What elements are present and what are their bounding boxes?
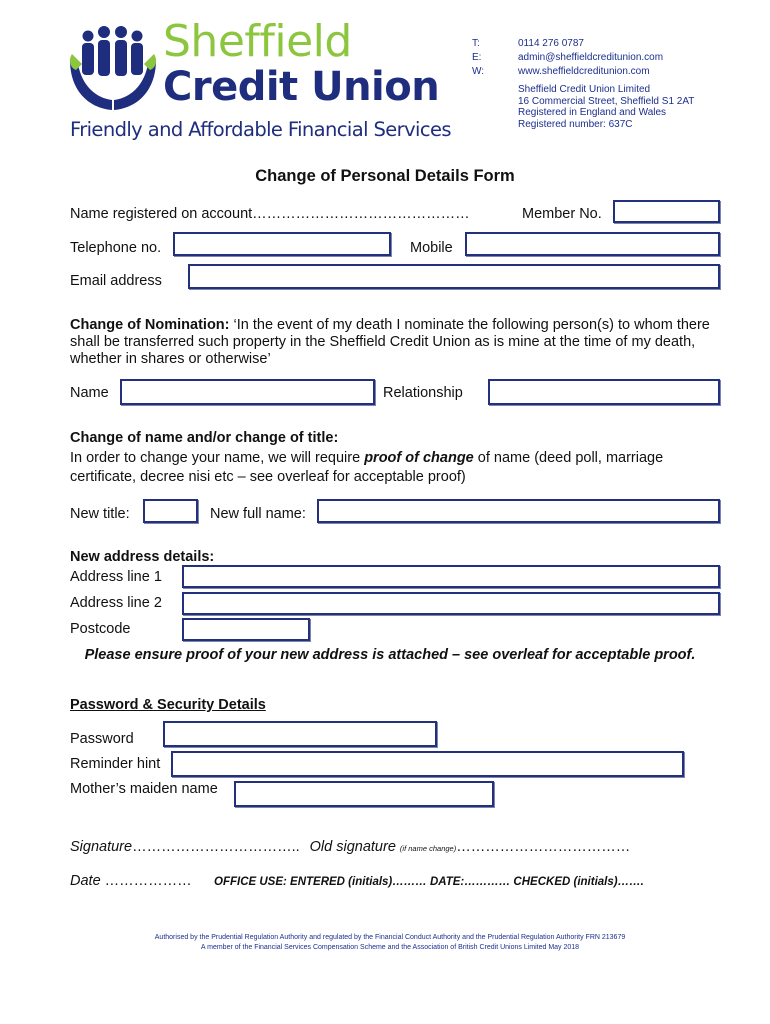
telephone-label: Telephone no.	[70, 240, 162, 256]
security-heading: Password & Security Details	[70, 697, 266, 713]
people-hands-icon	[68, 20, 158, 115]
name-change-heading: Change of name and/or change of title:	[70, 430, 339, 446]
date-line[interactable]: ………………	[104, 873, 192, 889]
phone-label: T:	[472, 38, 480, 49]
old-signature-line[interactable]: ………………………………	[456, 839, 631, 855]
new-title-field[interactable]	[143, 499, 198, 523]
relationship-field[interactable]	[488, 379, 720, 405]
old-signature-note: (if name change)	[399, 844, 457, 853]
name-change-paragraph	[70, 449, 710, 487]
email-label: E:	[472, 52, 482, 63]
address-heading: New address details:	[70, 549, 215, 565]
new-title-label: New title:	[70, 506, 130, 522]
signature-line[interactable]: ……………………………..	[132, 839, 300, 855]
company-address	[518, 84, 694, 130]
address-line1-field[interactable]	[182, 565, 720, 588]
nominee-name-field[interactable]	[120, 379, 375, 405]
address-proof-note: Please ensure proof of your new address is attached – see overleaf for acceptable proof.	[84, 647, 696, 663]
phone-value: 0114 276 0787	[518, 38, 584, 49]
web-label: W:	[472, 66, 485, 77]
registration-number: Registered number: 637C	[518, 118, 633, 130]
proof-of-change-emphasis: proof of change	[364, 450, 474, 466]
signature-label: Signature	[70, 839, 133, 855]
logo-word-credit-union: Credit Union	[163, 64, 440, 110]
reminder-hint-label: Reminder hint	[70, 756, 161, 772]
new-full-name-field[interactable]	[317, 499, 720, 523]
email-address-label: Email address	[70, 273, 162, 289]
old-signature-label: Old signature	[309, 839, 396, 855]
member-no-label: Member No.	[522, 206, 602, 222]
date-label: Date	[70, 873, 101, 889]
logo	[68, 18, 468, 148]
member-no-field[interactable]	[613, 200, 720, 223]
registration-country: Registered in England and Wales	[518, 107, 667, 118]
name-change-text-1: In order to change your name, we will require	[70, 450, 365, 466]
maiden-name-label: Mother’s maiden name	[70, 781, 218, 797]
logo-tagline: Friendly and Affordable Financial Services	[70, 118, 451, 141]
address-line1-label: Address line 1	[70, 569, 162, 585]
email-address-field[interactable]	[188, 264, 720, 289]
postcode-field[interactable]	[182, 618, 310, 641]
telephone-field[interactable]	[173, 232, 391, 256]
nomination-text: ‘In the event of my death I nominate the following person(s) to whom there shall be transferred such property in the Sheffield Credit Union as is mine at the time of my death, whether in shares or otherwise’	[70, 317, 710, 367]
name-change-text-2: of name (deed poll, marriage certificate, decree nisi etc – see overleaf for acceptable proof)	[70, 450, 664, 485]
password-label: Password	[70, 731, 134, 747]
footer-membership: A member of the Financial Services Compensation Scheme and the Association of British Credit Unions Limited May 2018	[200, 944, 580, 951]
company-name: Sheffield Credit Union Limited	[518, 84, 651, 95]
form-title: Change of Personal Details Form	[255, 167, 515, 185]
reminder-hint-field[interactable]	[171, 751, 684, 777]
nomination-paragraph	[70, 317, 710, 368]
contact-values	[518, 38, 663, 78]
web-value[interactable]: www.sheffieldcreditunion.com	[518, 66, 650, 77]
postcode-label: Postcode	[70, 621, 131, 637]
footer-regulation: Authorised by the Prudential Regulation Authority and regulated by the Financial Conduct Authority and the Prudential Regulation Authority FRN 213679	[154, 934, 626, 941]
contact-labels	[472, 38, 484, 78]
date-row	[70, 873, 192, 889]
address-line2-label: Address line 2	[70, 595, 162, 611]
mobile-field[interactable]	[465, 232, 720, 256]
office-use: OFFICE USE: ENTERED (initials)……… DATE:………… CHECKED (initials)…….	[214, 876, 644, 888]
new-full-name-label: New full name:	[210, 506, 306, 522]
password-field[interactable]	[163, 721, 437, 747]
logo-word-sheffield: Sheffield	[163, 16, 352, 67]
address-line2-field[interactable]	[182, 592, 720, 615]
relationship-label: Relationship	[383, 385, 463, 401]
mobile-label: Mobile	[410, 240, 453, 256]
signature-row	[70, 839, 630, 855]
nomination-heading: Change of Nomination:	[70, 317, 230, 333]
name-registered-label: Name registered on account………………………………………	[70, 206, 470, 222]
email-value[interactable]: admin@sheffieldcreditunion.com	[518, 52, 664, 63]
street-address: 16 Commercial Street, Sheffield S1 2AT	[518, 95, 695, 107]
maiden-name-field[interactable]	[234, 781, 494, 807]
nominee-name-label: Name	[70, 385, 109, 401]
